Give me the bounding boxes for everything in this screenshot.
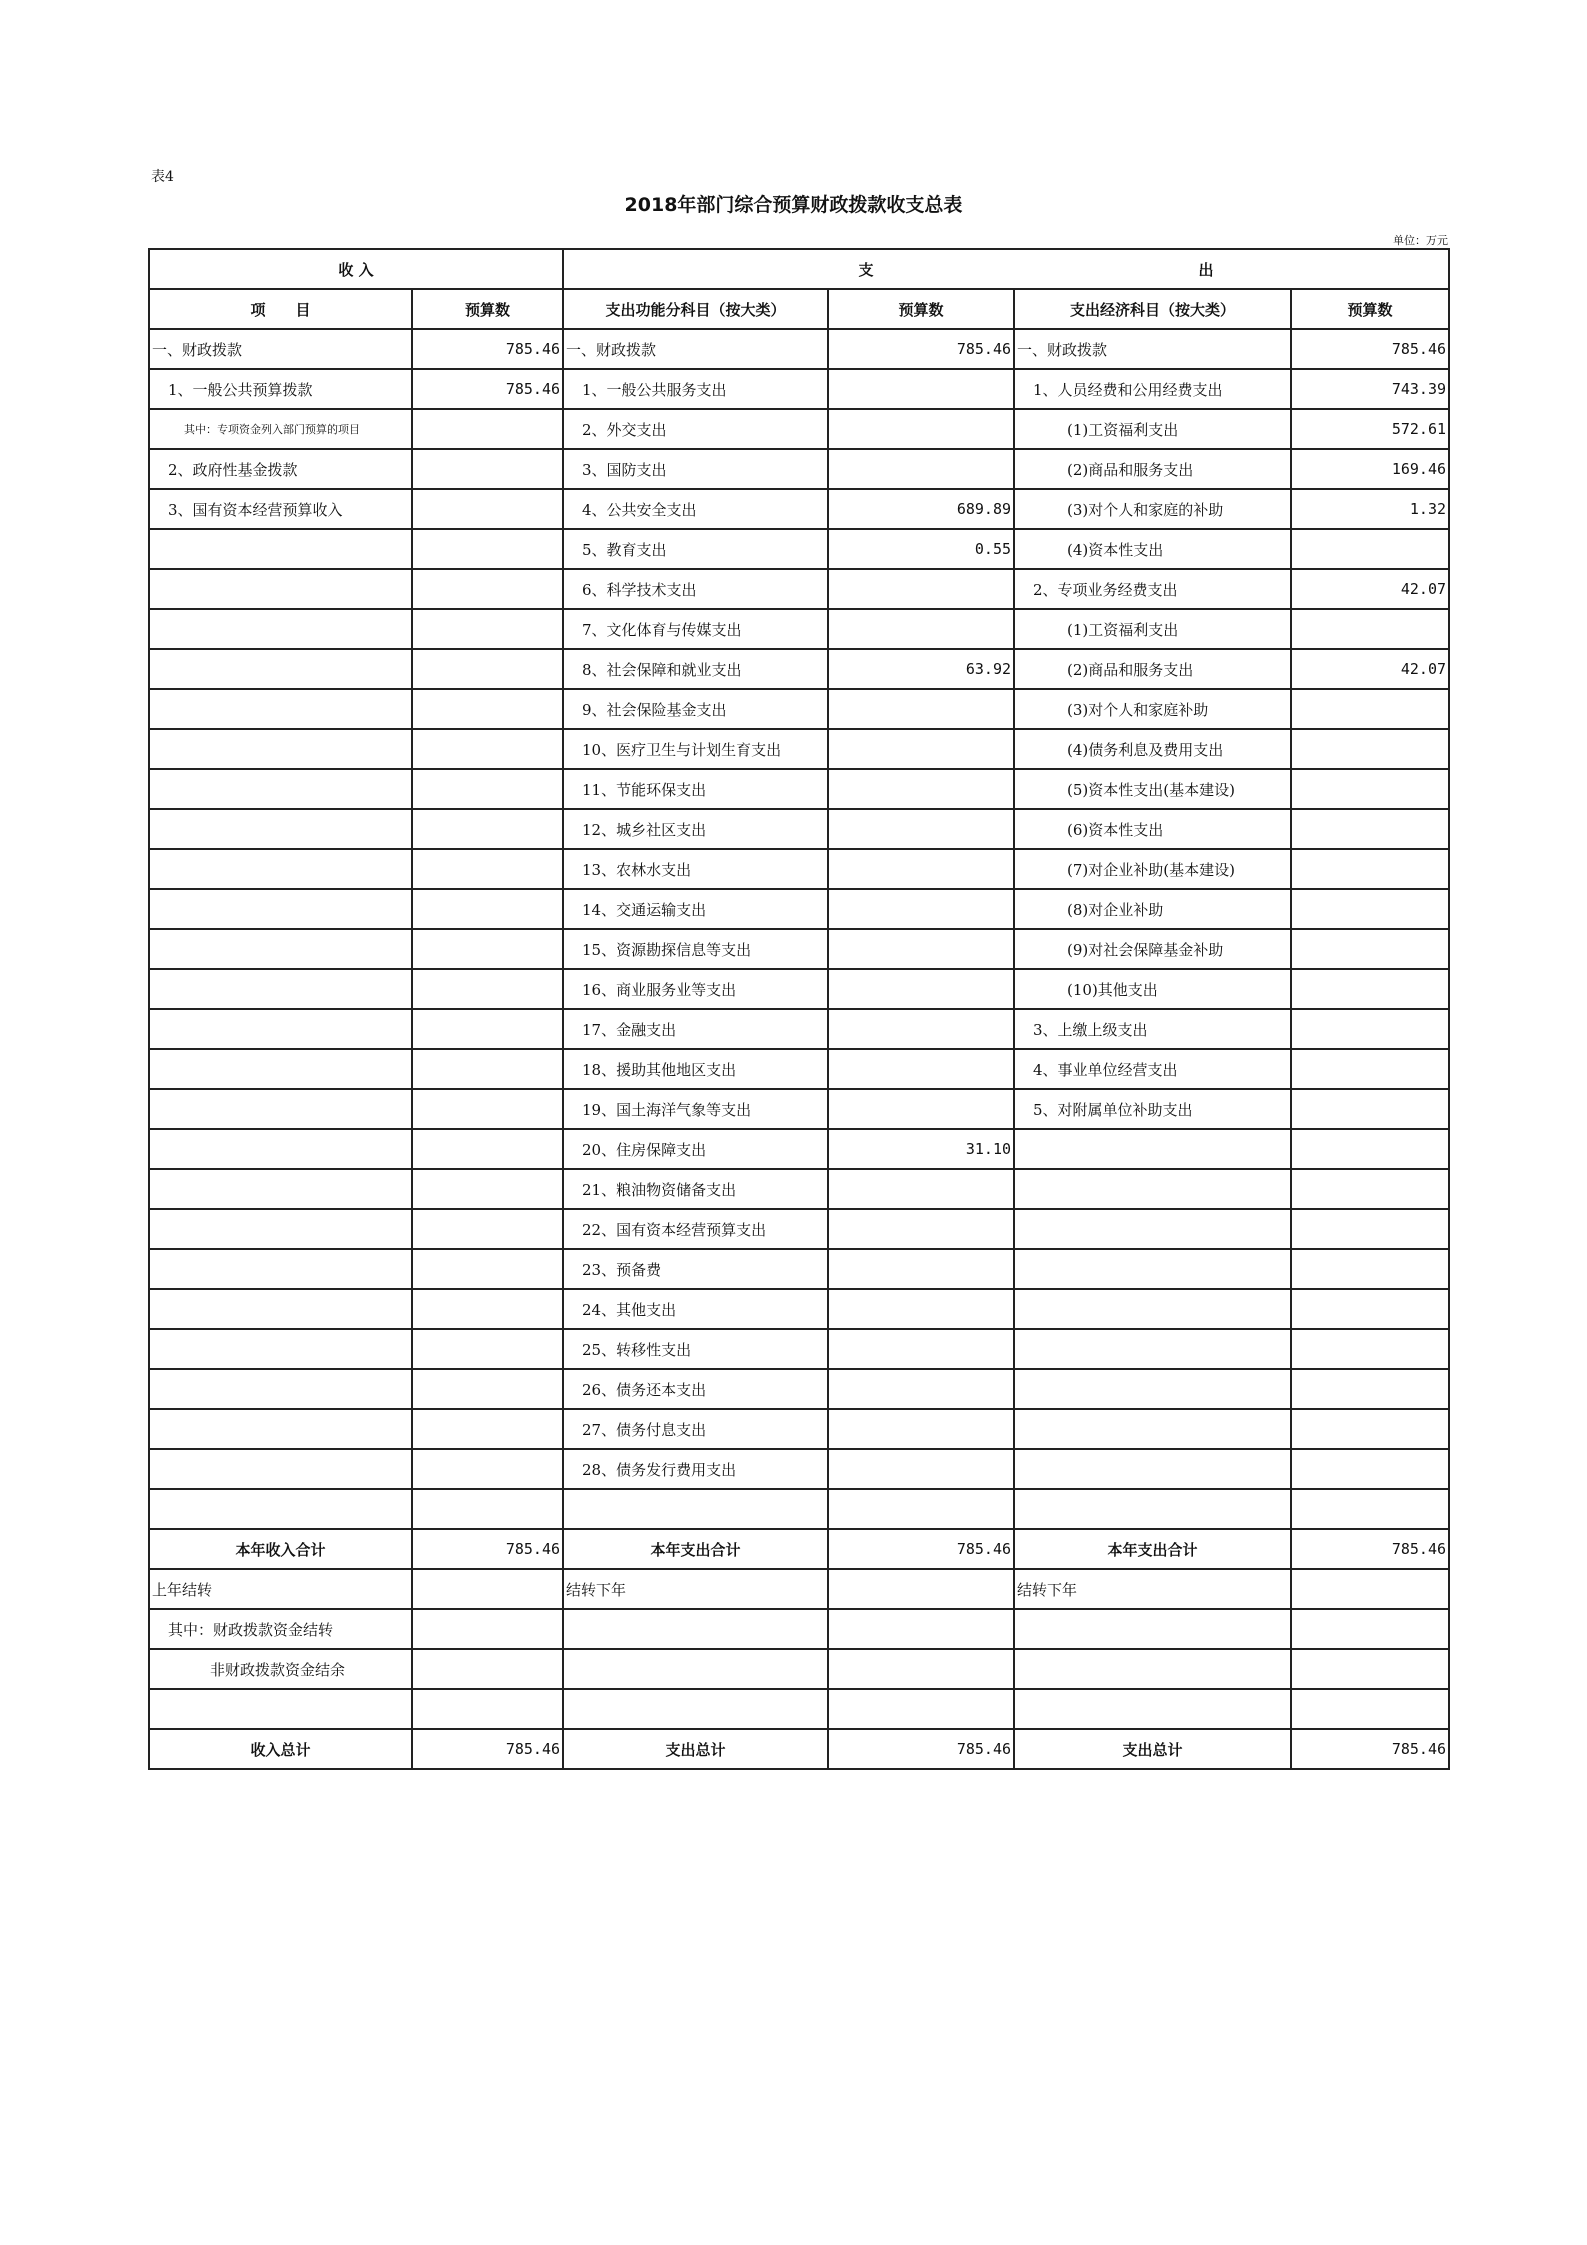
budget-amount-cell — [412, 489, 563, 529]
budget-amount-cell — [1291, 1169, 1449, 1209]
budget-amount-cell — [1291, 1569, 1449, 1609]
item-cell: 非财政拨款资金结余 — [149, 1649, 412, 1689]
item-cell — [149, 1369, 412, 1409]
item-cell — [1014, 1209, 1291, 1249]
budget-amount-cell — [1291, 529, 1449, 569]
budget-amount-cell — [412, 1049, 563, 1089]
col-header: 预算数 — [412, 289, 563, 329]
item-cell: 18、援助其他地区支出 — [563, 1049, 828, 1089]
item-cell — [149, 1169, 412, 1209]
item-cell: 7、文化体育与传媒支出 — [563, 609, 828, 649]
item-cell: 4、公共安全支出 — [563, 489, 828, 529]
budget-amount-cell — [1291, 1129, 1449, 1169]
budget-amount-cell — [828, 1169, 1014, 1209]
item-cell: (2)商品和服务支出 — [1014, 649, 1291, 689]
item-cell: 2、专项业务经费支出 — [1014, 569, 1291, 609]
col-header: 预算数 — [1291, 289, 1449, 329]
budget-amount-cell — [828, 809, 1014, 849]
item-cell: (3)对个人和家庭补助 — [1014, 689, 1291, 729]
table-row — [149, 609, 1449, 649]
item-cell — [149, 1689, 412, 1729]
item-cell: (4)资本性支出 — [1014, 529, 1291, 569]
budget-amount-cell — [412, 1649, 563, 1689]
table-row — [149, 769, 1449, 809]
budget-amount-cell: 785.46 — [412, 1529, 563, 1569]
budget-amount-cell — [412, 1249, 563, 1289]
budget-amount-cell — [412, 1449, 563, 1489]
item-cell: 一、财政拨款 — [149, 329, 412, 369]
item-cell — [563, 1649, 828, 1689]
budget-amount-cell — [828, 1009, 1014, 1049]
table-row — [149, 569, 1449, 609]
budget-amount-cell — [412, 1689, 563, 1729]
budget-amount-cell — [1291, 809, 1449, 849]
budget-amount-cell — [1291, 769, 1449, 809]
item-cell — [149, 1449, 412, 1489]
col-header: 支出功能分科目（按大类） — [563, 289, 828, 329]
table-row — [149, 1329, 1449, 1369]
item-cell: 2、政府性基金拨款 — [149, 449, 412, 489]
budget-amount-cell: 785.46 — [1291, 1529, 1449, 1569]
table-row — [149, 1129, 1449, 1169]
carry-row — [149, 1649, 1449, 1689]
budget-amount-cell: 169.46 — [1291, 449, 1449, 489]
item-cell — [1014, 1649, 1291, 1689]
budget-amount-cell: 785.46 — [828, 1529, 1014, 1569]
item-cell: 22、国有资本经营预算支出 — [563, 1209, 828, 1249]
item-cell: (2)商品和服务支出 — [1014, 449, 1291, 489]
col-header: 预算数 — [828, 289, 1014, 329]
budget-amount-cell: 785.46 — [828, 329, 1014, 369]
item-cell — [1014, 1449, 1291, 1489]
budget-table-body — [149, 249, 1449, 1769]
table-row — [149, 969, 1449, 1009]
budget-amount-cell — [412, 809, 563, 849]
budget-amount-cell — [1291, 1449, 1449, 1489]
item-cell: 4、事业单位经营支出 — [1014, 1049, 1291, 1089]
item-cell: 10、医疗卫生与计划生育支出 — [563, 729, 828, 769]
carry-row — [149, 1689, 1449, 1729]
item-cell: 6、科学技术支出 — [563, 569, 828, 609]
item-cell: 1、一般公共服务支出 — [563, 369, 828, 409]
budget-amount-cell — [412, 1289, 563, 1329]
budget-amount-cell — [1291, 1489, 1449, 1529]
carry-row — [149, 1569, 1449, 1609]
budget-amount-cell — [828, 569, 1014, 609]
budget-amount-cell: 572.61 — [1291, 409, 1449, 449]
item-cell: 本年支出合计 — [1014, 1529, 1291, 1569]
page-title: 2018年部门综合预算财政拨款收支总表 — [624, 194, 963, 216]
budget-amount-cell — [1291, 1209, 1449, 1249]
budget-amount-cell — [828, 1569, 1014, 1609]
table-row — [149, 729, 1449, 769]
expense-header-zhi: 支 — [858, 260, 874, 279]
budget-amount-cell — [412, 449, 563, 489]
budget-amount-cell — [828, 849, 1014, 889]
budget-amount-cell — [828, 769, 1014, 809]
budget-amount-cell — [412, 1569, 563, 1609]
group-header-row — [149, 249, 1449, 289]
table-row — [149, 489, 1449, 529]
table-row — [149, 649, 1449, 689]
budget-amount-cell: 31.10 — [828, 1129, 1014, 1169]
item-cell — [149, 889, 412, 929]
table-row — [149, 529, 1449, 569]
item-cell — [149, 1289, 412, 1329]
budget-amount-cell — [1291, 1049, 1449, 1089]
item-cell: 11、节能环保支出 — [563, 769, 828, 809]
budget-amount-cell — [1291, 1249, 1449, 1289]
item-cell: 支出总计 — [563, 1729, 828, 1769]
budget-amount-cell — [828, 449, 1014, 489]
item-cell: (8)对企业补助 — [1014, 889, 1291, 929]
budget-amount-cell — [828, 1409, 1014, 1449]
budget-amount-cell — [828, 369, 1014, 409]
item-cell: 19、国土海洋气象等支出 — [563, 1089, 828, 1129]
item-cell: (10)其他支出 — [1014, 969, 1291, 1009]
item-cell: 8、社会保障和就业支出 — [563, 649, 828, 689]
item-cell — [1014, 1689, 1291, 1729]
item-cell: (7)对企业补助(基本建设) — [1014, 849, 1291, 889]
item-cell: 26、债务还本支出 — [563, 1369, 828, 1409]
budget-amount-cell — [1291, 1689, 1449, 1729]
budget-amount-cell — [412, 769, 563, 809]
table-row — [149, 1009, 1449, 1049]
budget-amount-cell: 785.46 — [412, 329, 563, 369]
table-row — [149, 1249, 1449, 1289]
table-row — [149, 1489, 1449, 1529]
budget-amount-cell — [828, 1609, 1014, 1649]
item-cell: 5、教育支出 — [563, 529, 828, 569]
table-row — [149, 1289, 1449, 1329]
item-cell: 9、社会保险基金支出 — [563, 689, 828, 729]
budget-amount-cell — [1291, 1289, 1449, 1329]
budget-amount-cell — [828, 1369, 1014, 1409]
item-cell: 收入总计 — [149, 1729, 412, 1769]
table-row — [149, 1089, 1449, 1129]
budget-amount-cell — [412, 1329, 563, 1369]
budget-amount-cell — [412, 1209, 563, 1249]
table-row — [149, 929, 1449, 969]
budget-amount-cell: 42.07 — [1291, 569, 1449, 609]
budget-amount-cell — [828, 409, 1014, 449]
item-cell: 27、债务付息支出 — [563, 1409, 828, 1449]
item-cell — [1014, 1489, 1291, 1529]
item-cell: (6)资本性支出 — [1014, 809, 1291, 849]
item-cell: 23、预备费 — [563, 1249, 828, 1289]
col-header: 项 目 — [149, 289, 412, 329]
table-row — [149, 449, 1449, 489]
table-row — [149, 369, 1449, 409]
item-cell — [149, 769, 412, 809]
item-cell — [1014, 1169, 1291, 1209]
year-total-row — [149, 1529, 1449, 1569]
table-row — [149, 889, 1449, 929]
budget-amount-cell: 785.46 — [412, 369, 563, 409]
column-header-row — [149, 289, 1449, 329]
budget-amount-cell — [1291, 969, 1449, 1009]
budget-amount-cell — [412, 1169, 563, 1209]
item-cell — [149, 609, 412, 649]
budget-amount-cell — [828, 729, 1014, 769]
item-cell: 14、交通运输支出 — [563, 889, 828, 929]
budget-amount-cell: 785.46 — [1291, 329, 1449, 369]
budget-amount-cell — [1291, 1329, 1449, 1369]
item-cell — [149, 1209, 412, 1249]
budget-amount-cell — [828, 1689, 1014, 1729]
budget-amount-cell — [828, 1049, 1014, 1089]
item-cell — [1014, 1329, 1291, 1369]
item-cell: 2、外交支出 — [563, 409, 828, 449]
budget-amount-cell — [412, 1089, 563, 1129]
budget-amount-cell — [412, 1609, 563, 1649]
budget-amount-cell: 785.46 — [412, 1729, 563, 1769]
table-row — [149, 1369, 1449, 1409]
budget-amount-cell — [1291, 889, 1449, 929]
budget-amount-cell — [1291, 1409, 1449, 1449]
item-cell: 结转下年 — [1014, 1569, 1291, 1609]
item-cell — [1014, 1369, 1291, 1409]
item-cell — [149, 729, 412, 769]
item-cell — [149, 689, 412, 729]
budget-amount-cell — [828, 969, 1014, 1009]
item-cell: 结转下年 — [563, 1569, 828, 1609]
item-cell: 支出总计 — [1014, 1729, 1291, 1769]
budget-table — [148, 248, 1450, 1770]
item-cell: (3)对个人和家庭的补助 — [1014, 489, 1291, 529]
budget-amount-cell — [1291, 1649, 1449, 1689]
item-cell — [149, 1249, 412, 1289]
unit-label: 单位：万元 — [1393, 234, 1448, 247]
table-row — [149, 689, 1449, 729]
table-row — [149, 1209, 1449, 1249]
item-cell — [149, 1129, 412, 1169]
table-label: 表4 — [151, 169, 174, 185]
budget-amount-cell — [412, 969, 563, 1009]
budget-amount-cell — [412, 1409, 563, 1449]
budget-amount-cell — [412, 1489, 563, 1529]
item-cell — [1014, 1129, 1291, 1169]
item-cell: 16、商业服务业等支出 — [563, 969, 828, 1009]
table-row — [149, 809, 1449, 849]
budget-amount-cell — [828, 1209, 1014, 1249]
item-cell — [149, 929, 412, 969]
budget-amount-cell — [828, 889, 1014, 929]
income-group-header: 收 入 — [149, 249, 563, 289]
item-cell — [149, 529, 412, 569]
item-cell — [563, 1689, 828, 1729]
budget-amount-cell — [412, 1369, 563, 1409]
budget-amount-cell — [1291, 1369, 1449, 1409]
budget-amount-cell — [412, 889, 563, 929]
budget-amount-cell: 1.32 — [1291, 489, 1449, 529]
item-cell: 20、住房保障支出 — [563, 1129, 828, 1169]
item-cell: 1、一般公共预算拨款 — [149, 369, 412, 409]
budget-amount-cell — [828, 1489, 1014, 1529]
item-cell — [563, 1609, 828, 1649]
item-cell — [149, 649, 412, 689]
budget-amount-cell: 689.89 — [828, 489, 1014, 529]
item-cell: 3、国防支出 — [563, 449, 828, 489]
budget-amount-cell — [1291, 929, 1449, 969]
expense-group-header — [563, 249, 1449, 289]
budget-amount-cell — [828, 929, 1014, 969]
budget-amount-cell — [412, 849, 563, 889]
budget-amount-cell — [1291, 729, 1449, 769]
budget-amount-cell — [828, 1329, 1014, 1369]
budget-amount-cell — [828, 609, 1014, 649]
budget-amount-cell: 785.46 — [1291, 1729, 1449, 1769]
budget-amount-cell — [1291, 1009, 1449, 1049]
item-cell — [1014, 1409, 1291, 1449]
grand-total-row — [149, 1729, 1449, 1769]
budget-amount-cell: 0.55 — [828, 529, 1014, 569]
budget-amount-cell — [412, 609, 563, 649]
item-cell — [149, 1089, 412, 1129]
item-cell: 3、上缴上级支出 — [1014, 1009, 1291, 1049]
table-row — [149, 1049, 1449, 1089]
item-cell — [149, 969, 412, 1009]
budget-amount-cell — [412, 529, 563, 569]
item-cell: 13、农林水支出 — [563, 849, 828, 889]
expense-header-chu: 出 — [1198, 260, 1214, 279]
budget-amount-cell — [412, 689, 563, 729]
budget-amount-cell — [828, 1649, 1014, 1689]
item-cell — [149, 569, 412, 609]
budget-amount-cell — [1291, 849, 1449, 889]
table-row — [149, 1449, 1449, 1489]
item-cell: (1)工资福利支出 — [1014, 609, 1291, 649]
budget-amount-cell — [828, 1089, 1014, 1129]
budget-amount-cell — [412, 929, 563, 969]
item-cell: (4)债务利息及费用支出 — [1014, 729, 1291, 769]
budget-amount-cell — [1291, 689, 1449, 729]
table-row — [149, 409, 1449, 449]
budget-amount-cell — [412, 649, 563, 689]
item-cell: 5、对附属单位补助支出 — [1014, 1089, 1291, 1129]
budget-amount-cell — [412, 1129, 563, 1169]
item-cell: 15、资源勘探信息等支出 — [563, 929, 828, 969]
budget-amount-cell — [1291, 1609, 1449, 1649]
item-cell — [149, 849, 412, 889]
budget-amount-cell — [412, 1009, 563, 1049]
item-cell: 其中：财政拨款资金结转 — [149, 1609, 412, 1649]
item-cell: 其中：专项资金列入部门预算的项目 — [149, 409, 412, 449]
item-cell: (9)对社会保障基金补助 — [1014, 929, 1291, 969]
item-cell: 一、财政拨款 — [1014, 329, 1291, 369]
budget-amount-cell — [412, 409, 563, 449]
item-cell — [149, 1329, 412, 1369]
budget-amount-cell — [412, 569, 563, 609]
item-cell: 本年支出合计 — [563, 1529, 828, 1569]
item-cell: 12、城乡社区支出 — [563, 809, 828, 849]
item-cell: 24、其他支出 — [563, 1289, 828, 1329]
table-row — [149, 849, 1449, 889]
item-cell: (5)资本性支出(基本建设) — [1014, 769, 1291, 809]
budget-amount-cell — [828, 689, 1014, 729]
item-cell — [149, 1049, 412, 1089]
item-cell: 21、粮油物资储备支出 — [563, 1169, 828, 1209]
item-cell — [149, 1409, 412, 1449]
table-row — [149, 329, 1449, 369]
item-cell: 25、转移性支出 — [563, 1329, 828, 1369]
item-cell: 一、财政拨款 — [563, 329, 828, 369]
item-cell — [149, 809, 412, 849]
item-cell — [149, 1489, 412, 1529]
budget-amount-cell — [828, 1289, 1014, 1329]
item-cell: 上年结转 — [149, 1569, 412, 1609]
table-row — [149, 1169, 1449, 1209]
budget-amount-cell — [828, 1249, 1014, 1289]
item-cell — [1014, 1249, 1291, 1289]
budget-amount-cell — [1291, 1089, 1449, 1129]
budget-amount-cell: 63.92 — [828, 649, 1014, 689]
item-cell: 28、债务发行费用支出 — [563, 1449, 828, 1489]
budget-amount-cell — [828, 1449, 1014, 1489]
item-cell: 本年收入合计 — [149, 1529, 412, 1569]
item-cell: 17、金融支出 — [563, 1009, 828, 1049]
budget-amount-cell — [1291, 609, 1449, 649]
item-cell: (1)工资福利支出 — [1014, 409, 1291, 449]
table-row — [149, 1409, 1449, 1449]
budget-amount-cell — [412, 729, 563, 769]
item-cell — [563, 1489, 828, 1529]
item-cell — [149, 1009, 412, 1049]
budget-amount-cell: 42.07 — [1291, 649, 1449, 689]
item-cell: 1、人员经费和公用经费支出 — [1014, 369, 1291, 409]
budget-amount-cell: 785.46 — [828, 1729, 1014, 1769]
budget-amount-cell: 743.39 — [1291, 369, 1449, 409]
item-cell: 3、国有资本经营预算收入 — [149, 489, 412, 529]
carry-row — [149, 1609, 1449, 1649]
item-cell — [1014, 1609, 1291, 1649]
col-header: 支出经济科目（按大类） — [1014, 289, 1291, 329]
item-cell — [1014, 1289, 1291, 1329]
